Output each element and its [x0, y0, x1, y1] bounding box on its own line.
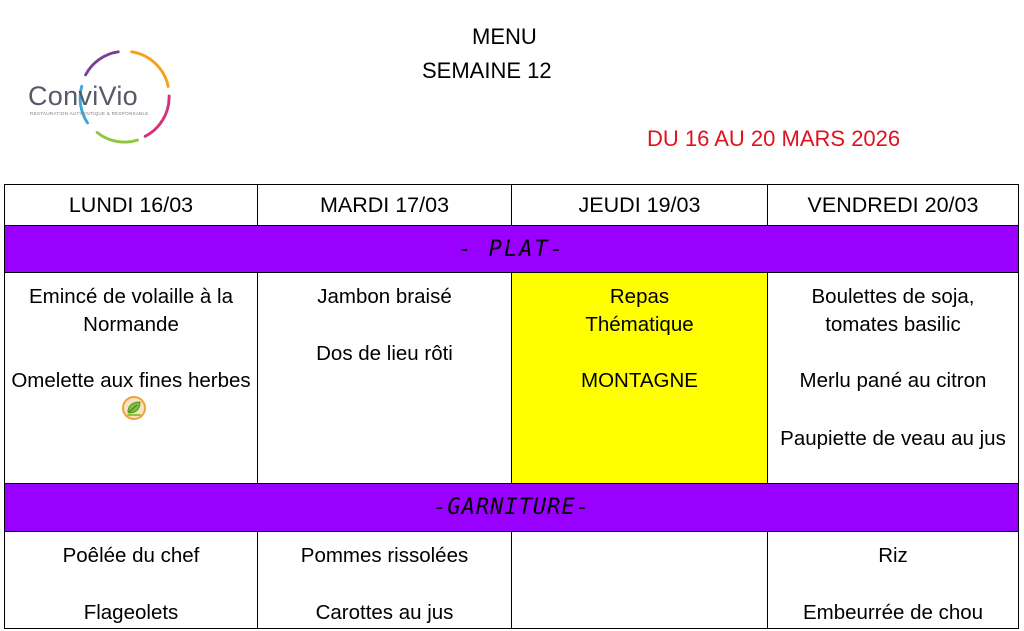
- day-header-vendredi: VENDREDI 20/03: [768, 185, 1019, 226]
- menu-table: [4, 184, 1019, 629]
- plat-cell-jeudi: [512, 273, 768, 484]
- dish-item: Merlu pané au citron: [799, 369, 987, 392]
- side-item: Poêlée du chef: [62, 544, 200, 567]
- side-item: Riz: [878, 544, 908, 567]
- theme-name: MONTAGNE: [581, 369, 698, 392]
- plat-cell-lundi: [5, 273, 258, 484]
- side-item: Flageolets: [83, 600, 179, 624]
- section-label-plat: - PLAT-: [5, 226, 1019, 273]
- dish-item: Jambon braisé: [317, 285, 452, 308]
- section-band-garniture: [5, 484, 1019, 532]
- dish-item: Omelette aux fines herbes: [11, 367, 251, 425]
- logo-tagline: RESTAURATION AUTHENTIQUE & RESPONSABLE: [30, 111, 149, 116]
- side-item: Embeurrée de chou: [802, 600, 984, 624]
- plat-cell-mardi: [258, 273, 512, 484]
- convivio-logo: [24, 48, 180, 148]
- garniture-cell-lundi: [5, 532, 258, 629]
- day-header-mardi: MARDI 17/03: [258, 185, 512, 226]
- vegetarian-leaf-icon: [121, 395, 147, 421]
- day-header-row: [5, 185, 1019, 226]
- week-label: SEMAINE 12: [422, 58, 552, 83]
- garniture-cell-jeudi: [512, 532, 768, 629]
- section-band-plat: [5, 226, 1019, 273]
- dish-item: Boulettes de soja, tomates basilic: [811, 285, 975, 336]
- date-range: DU 16 AU 20 MARS 2026: [647, 126, 901, 151]
- dish-item: Emincé de volaille à la Normande: [29, 285, 233, 336]
- plat-row: [5, 273, 1019, 484]
- side-item: Pommes rissolées: [300, 544, 469, 567]
- garniture-row: [5, 532, 1019, 629]
- page-title: MENU: [472, 24, 537, 49]
- garniture-cell-vendredi: [768, 532, 1019, 629]
- day-header-lundi: LUNDI 16/03: [5, 185, 258, 226]
- theme-meal-label: Repas Thématique: [585, 285, 694, 336]
- dish-item: Dos de lieu rôti: [316, 341, 453, 365]
- section-label-garniture: -GARNITURE-: [5, 484, 1019, 532]
- side-item: Carottes au jus: [315, 600, 454, 624]
- day-header-jeudi: JEUDI 19/03: [512, 185, 768, 226]
- plat-cell-vendredi: [768, 273, 1019, 484]
- garniture-cell-mardi: [258, 532, 512, 629]
- logo-wordmark: ConviVio: [28, 81, 138, 111]
- dish-item: Paupiette de veau au jus: [780, 426, 1006, 450]
